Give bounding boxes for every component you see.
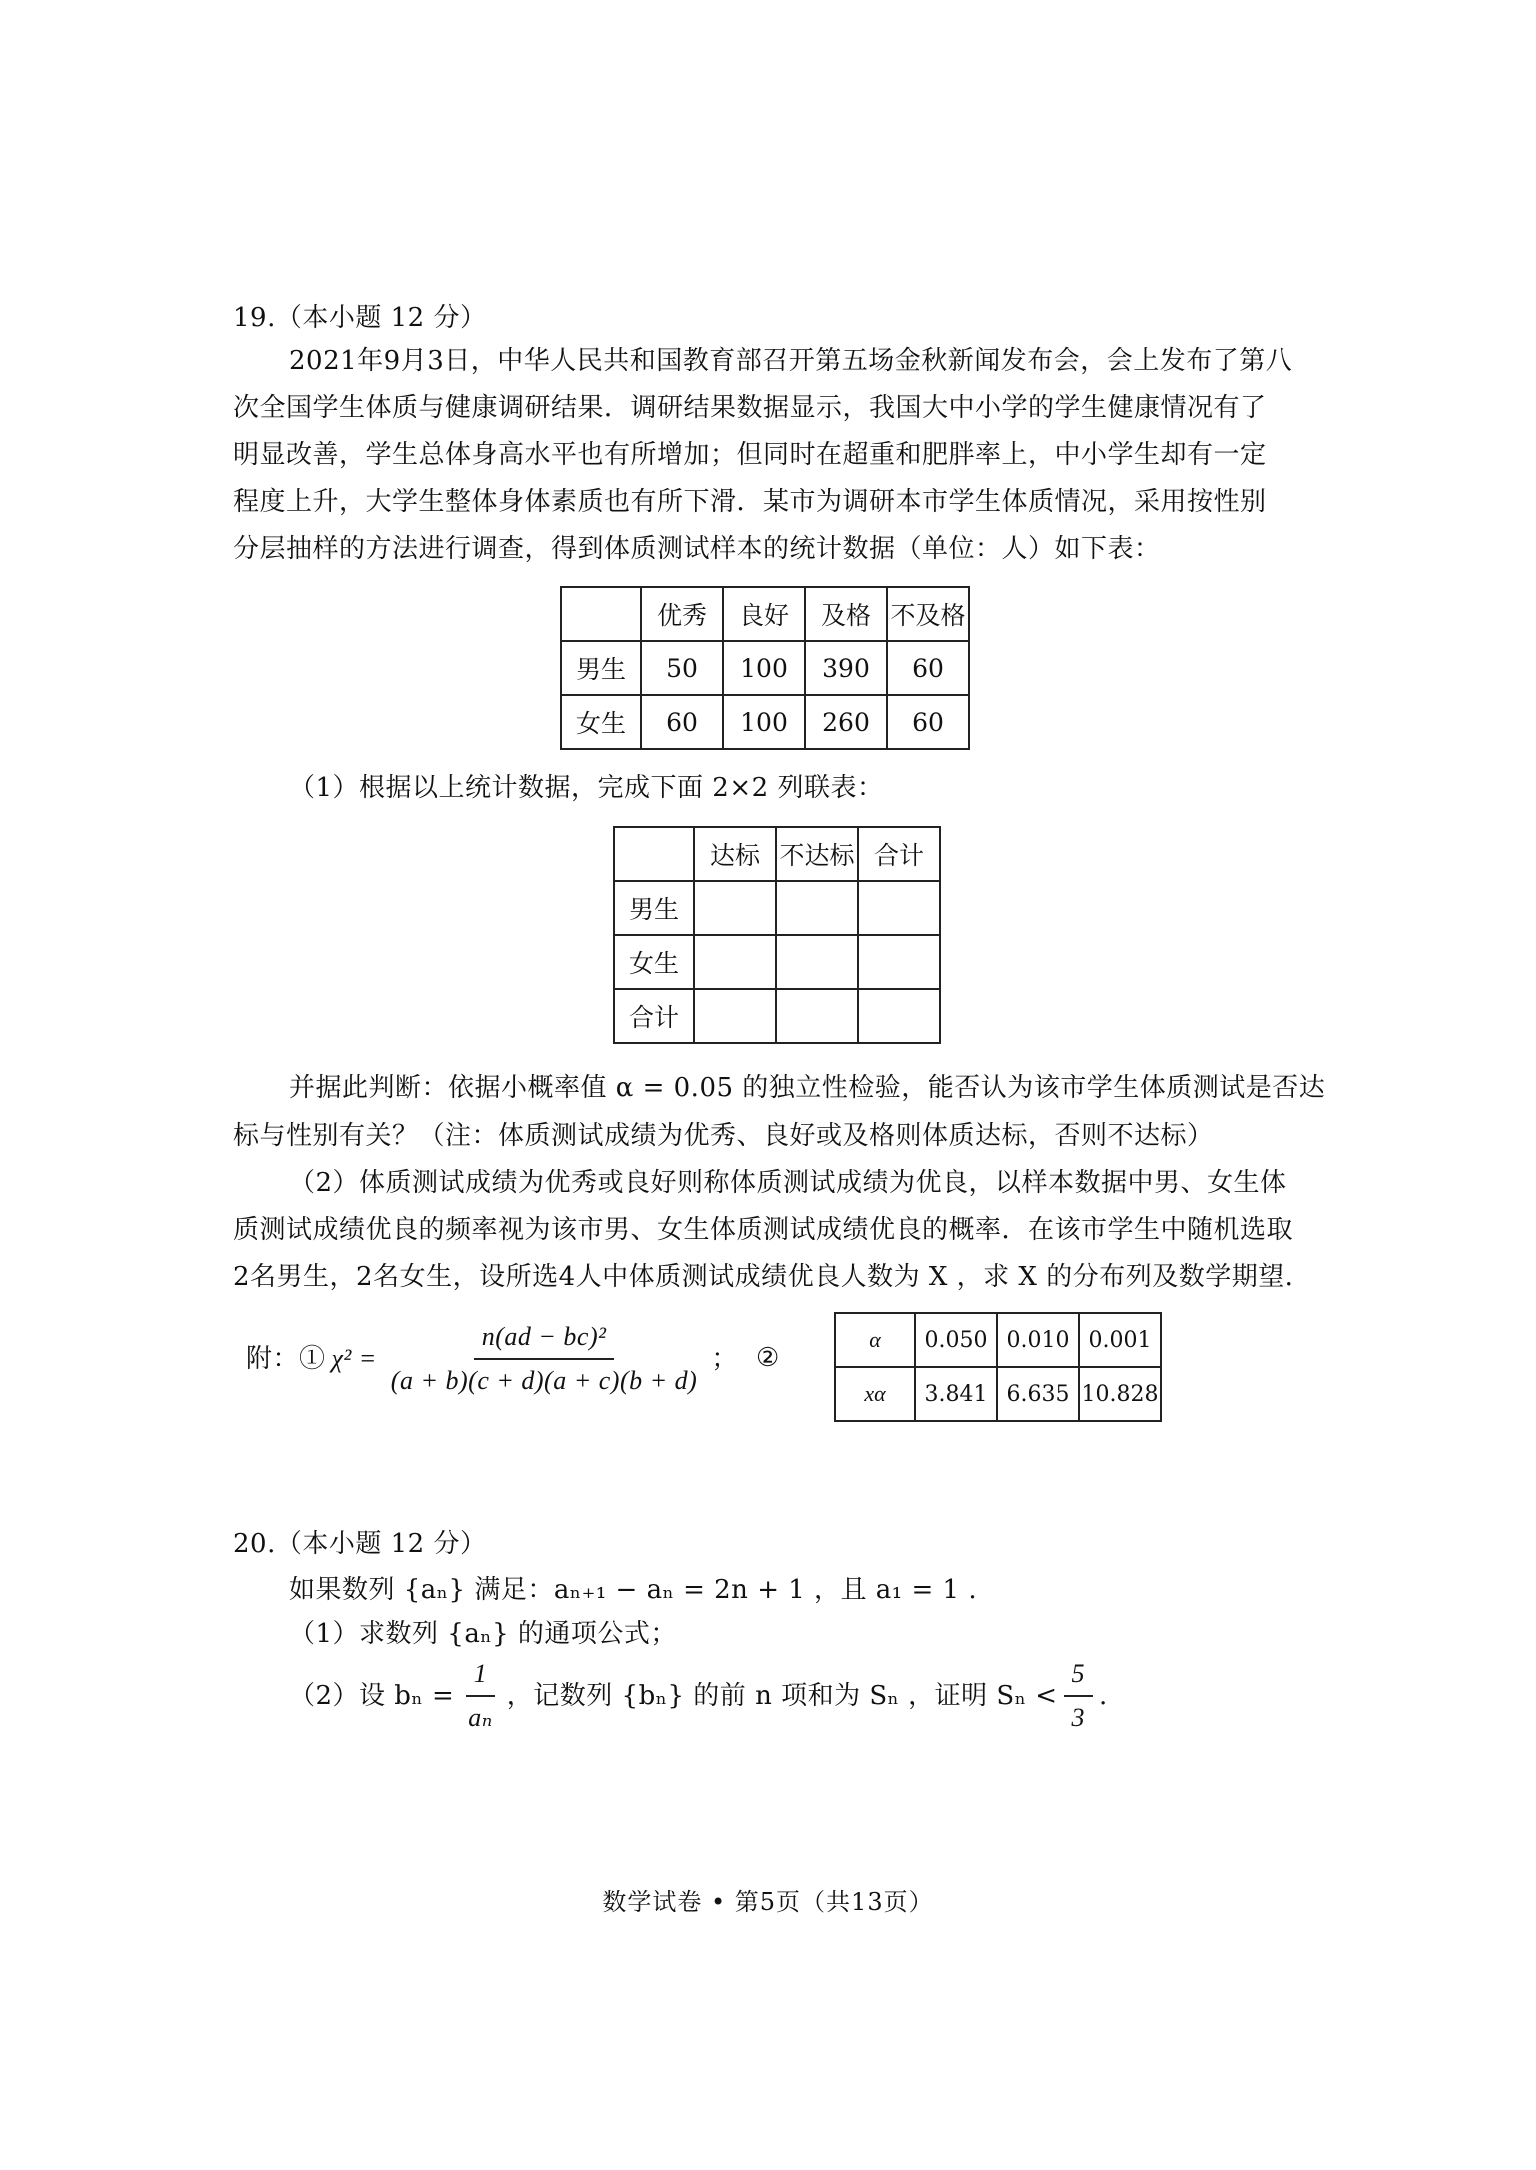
table-cell [561, 587, 641, 641]
bound-denominator: 3 [1071, 1703, 1086, 1732]
bn-fraction [460, 1657, 501, 1735]
table-row [614, 827, 940, 881]
q19-para-line-4: 程度上升，大学生整体身体素质也有所下滑．某市为调研本市学生体质情况，采用按性别 [233, 487, 1267, 517]
contingency-table [613, 826, 941, 1044]
table-cell [776, 989, 858, 1043]
appendix-separator: ； [711, 1344, 738, 1374]
q20-line-2: （1）求数列 {aₙ} 的通项公式； [289, 1619, 677, 1649]
table-header: 不及格 [887, 587, 969, 641]
q20-line-3-end: . [1099, 1681, 1108, 1711]
table-header: 合计 [858, 827, 940, 881]
table-row [614, 935, 940, 989]
table-cell: 260 [805, 695, 887, 749]
table-row [561, 587, 969, 641]
table-cell: 6.635 [997, 1367, 1079, 1421]
table-row-label: xα [835, 1367, 915, 1421]
q20-line-1: 如果数列 {aₙ} 满足：aₙ₊₁ − aₙ = 2n + 1 ，且 a₁ = 1 . [289, 1575, 978, 1605]
chi-fraction [383, 1320, 706, 1398]
table-row-label: 女生 [614, 935, 694, 989]
q19-part2-line-1: （2）体质测试成绩为优秀或良好则称体质测试成绩为优良，以样本数据中男、女生体 [289, 1168, 1287, 1198]
q19-part1: （1）根据以上统计数据，完成下面 2×2 列联表： [289, 773, 884, 803]
table-row [835, 1313, 1161, 1367]
chi-denominator: (a + b)(c + d)(a + c)(b + d) [390, 1366, 698, 1395]
table-cell: 100 [723, 641, 805, 695]
table-cell: 0.010 [997, 1313, 1079, 1367]
table-row-label: 男生 [614, 881, 694, 935]
table-cell: 100 [723, 695, 805, 749]
bound-numerator: 5 [1064, 1657, 1094, 1697]
table-cell: 60 [641, 695, 723, 749]
table-cell: 60 [887, 695, 969, 749]
table-cell: 3.841 [915, 1367, 997, 1421]
q20-line-3-pre: （2）设 bₙ = [289, 1681, 455, 1711]
table-row-label: 女生 [561, 695, 641, 749]
table-row [835, 1367, 1161, 1421]
table-cell: 60 [887, 641, 969, 695]
table-header: 不达标 [776, 827, 858, 881]
table-cell: 390 [805, 641, 887, 695]
table-cell [694, 935, 776, 989]
table-header: 达标 [694, 827, 776, 881]
table-cell [776, 935, 858, 989]
table-cell: 10.828 [1079, 1367, 1161, 1421]
bn-denominator: aₙ [468, 1703, 493, 1732]
q19-part2-line-2: 质测试成绩优良的频率视为该市男、女生体质测试成绩优良的概率．在该市学生中随机选取 [233, 1215, 1294, 1245]
appendix-circle-2: ② [756, 1343, 780, 1373]
q19-part2-line-3: 2名男生，2名女生，设所选4人中体质测试成绩优良人数为 X ，求 X 的分布列及数学期望． [233, 1262, 1312, 1292]
table-row-label: 男生 [561, 641, 641, 695]
q20-line-3 [289, 1656, 1108, 1736]
bound-fraction [1064, 1657, 1094, 1735]
bn-numerator: 1 [466, 1657, 496, 1697]
table-header: 及格 [805, 587, 887, 641]
table-cell: 0.050 [915, 1313, 997, 1367]
table-header: 良好 [723, 587, 805, 641]
table-row [614, 881, 940, 935]
table-cell [694, 881, 776, 935]
table-cell [858, 935, 940, 989]
appendix-label: 附：① [246, 1344, 326, 1374]
table-cell: 50 [641, 641, 723, 695]
chi-symbol: χ² = [331, 1344, 377, 1373]
table-cell [776, 881, 858, 935]
table-row [561, 641, 969, 695]
q19-para-line-2: 次全国学生体质与健康调研结果．调研结果数据显示，我国大中小学的学生健康情况有了 [233, 393, 1267, 423]
chi-square-formula [246, 1322, 738, 1396]
score-table [560, 586, 970, 750]
page-footer: 数学试卷 • 第5页（共13页） [602, 1888, 934, 1916]
table-cell [858, 881, 940, 935]
table-header: 优秀 [641, 587, 723, 641]
table-row-label: α [835, 1313, 915, 1367]
q19-para-line-3: 明显改善，学生总体身高水平也有所增加；但同时在超重和肥胖率上，中小学生却有一定 [233, 440, 1267, 470]
table-cell [694, 989, 776, 1043]
q20-line-3-post: ，记数列 {bₙ} 的前 n 项和为 Sₙ ，证明 Sₙ < [506, 1681, 1058, 1711]
q20-header: 20.（本小题 12 分） [233, 1529, 487, 1559]
table-cell: 0.001 [1079, 1313, 1161, 1367]
table-row-label: 合计 [614, 989, 694, 1043]
q19-para-line-5: 分层抽样的方法进行调查，得到体质测试样本的统计数据（单位：人）如下表： [233, 534, 1161, 564]
table-cell [614, 827, 694, 881]
table-row [614, 989, 940, 1043]
table-cell [858, 989, 940, 1043]
table-row [561, 695, 969, 749]
q19-para-line-1: 2021年9月3日，中华人民共和国教育部召开第五场金秋新闻发布会，会上发布了第八 [289, 346, 1293, 376]
q19-judge-line-1: 并据此判断：依据小概率值 α = 0.05 的独立性检验，能否认为该市学生体质测试是否达 [289, 1073, 1326, 1103]
critical-value-table [834, 1312, 1162, 1422]
q19-judge-line-2: 标与性别有关？（注：体质测试成绩为优秀、良好或及格则体质达标，否则不达标） [233, 1121, 1214, 1151]
q19-header: 19.（本小题 12 分） [233, 303, 487, 333]
chi-numerator: n(ad − bc)² [474, 1320, 615, 1360]
